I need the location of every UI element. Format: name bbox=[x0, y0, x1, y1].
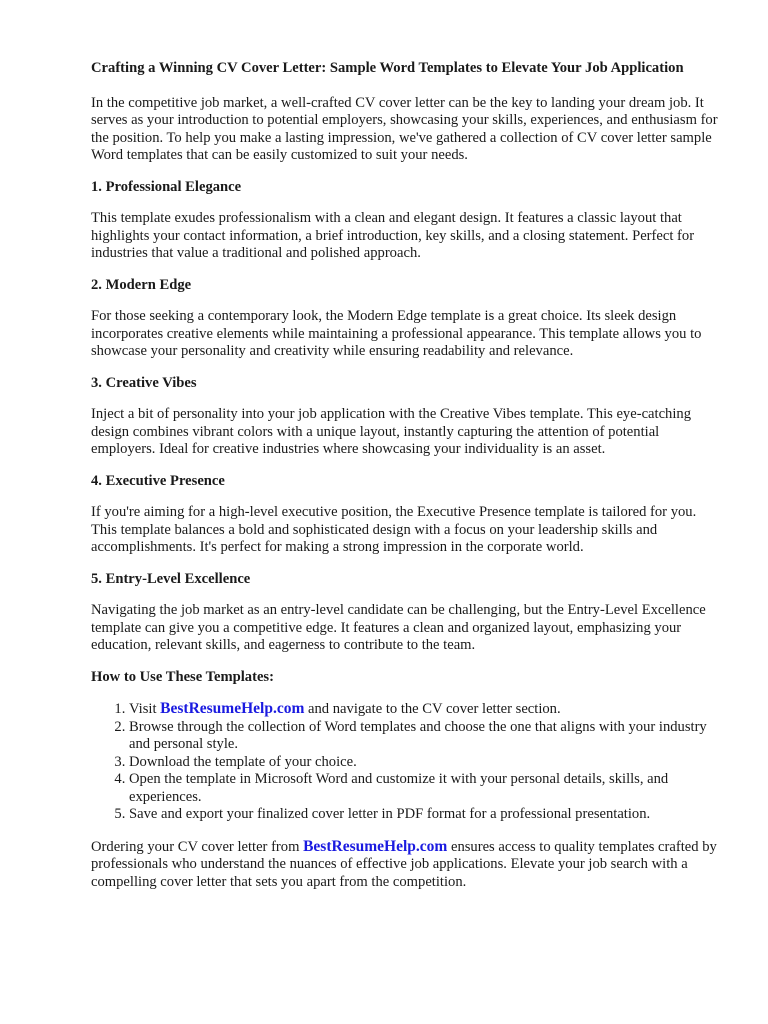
section-body-creative-vibes: Inject a bit of personality into your job application with the Creative Vibes template. This eye-catching design combines vibrant colors with a unique layout, instantly capturing the attention of potential employers. Ideal for creative industries where showcasing your individuality is an asset. bbox=[91, 406, 692, 457]
list-item bbox=[129, 700, 721, 719]
step-text-prefix: Visit bbox=[129, 701, 161, 717]
closing-text-prefix: Ordering your CV cover letter from bbox=[91, 838, 304, 855]
section-heading-professional-elegance: 1. Professional Elegance bbox=[91, 178, 242, 195]
section-body-entry-level-excellence: Navigating the job market as an entry-level candidate can be challenging, but the Entry-Level Excellence template can give you a competitive edge. It features a clean and organized layout, emphasizing your education, relevant skills, and eagerness to contribute to the team. bbox=[91, 602, 706, 653]
section-heading-creative-vibes: 3. Creative Vibes bbox=[91, 374, 197, 391]
document-page bbox=[91, 60, 721, 905]
list-item: 4. Open the template in Microsoft Word and customize it with your personal details, skills, and experiences. bbox=[129, 771, 721, 806]
document-title: Crafting a Winning CV Cover Letter: Sample Word Templates to Elevate Your Job Application bbox=[91, 60, 684, 76]
section-body-professional-elegance: This template exudes professionalism with a clean and elegant design. It features a classic layout that highlights your contact information, a brief introduction, key skills, and a closing statement. Perfect for industries that value a traditional and polished approach. bbox=[91, 210, 695, 261]
bestresumehelp-link[interactable]: BestResumeHelp.com bbox=[160, 700, 305, 717]
section-heading-modern-edge: 2. Modern Edge bbox=[91, 276, 192, 293]
intro-paragraph: In the competitive job market, a well-crafted CV cover letter can be the key to landing your dream job. It serves as your introduction to potential employers, showcasing your skills, experiences, and enthusiasm for the position. To help you make a lasting impression, we've gathered a collection of CV cover letter sample Word templates that can be easily customized to suit your needs. bbox=[91, 94, 718, 163]
how-to-steps-list bbox=[91, 700, 721, 824]
list-item: 5. Save and export your finalized cover letter in PDF format for a professional presentation. bbox=[129, 806, 721, 824]
section-body-executive-presence: If you're aiming for a high-level executive position, the Executive Presence template is tailored for you. This template balances a bold and sophisticated design with a focus on your leadership skills and accomplishments. It's perfect for making a strong impression in the corporate world. bbox=[91, 504, 697, 555]
closing-paragraph bbox=[91, 838, 721, 892]
section-heading-executive-presence: 4. Executive Presence bbox=[91, 472, 225, 489]
closing-text-suffix: ensures access to quality templates crafted by professionals who understand the nuances of effective job applications. Elevate your job search with a compelling cover letter that sets you apart from the competition. bbox=[91, 838, 717, 890]
list-item: 2. Browse through the collection of Word templates and choose the one that aligns with your industry and personal style. bbox=[129, 719, 721, 754]
list-item: 3. Download the template of your choice. bbox=[129, 754, 721, 772]
section-body-modern-edge: For those seeking a contemporary look, the Modern Edge template is a great choice. Its sleek design incorporates creative elements while maintaining a professional appearance. This template allows you to showcase your personality and creativity while ensuring readability and relevance. bbox=[91, 308, 702, 359]
step-text-suffix: and navigate to the CV cover letter section. bbox=[304, 701, 561, 717]
bestresumehelp-link[interactable]: BestResumeHelp.com bbox=[303, 837, 448, 855]
how-to-heading: How to Use These Templates: bbox=[91, 668, 274, 685]
section-heading-entry-level-excellence: 5. Entry-Level Excellence bbox=[91, 570, 251, 587]
